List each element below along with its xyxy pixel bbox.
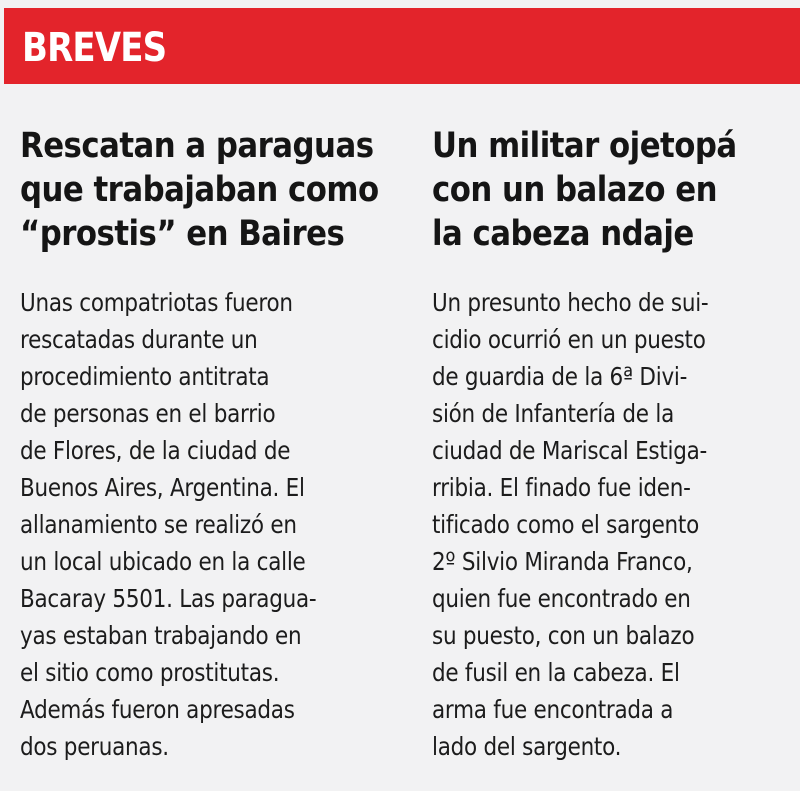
- body-line: arma fue encontrada a: [432, 695, 674, 724]
- body-line: yas estaban trabajando en: [20, 621, 302, 650]
- headline-line: la cabeza ndaje: [432, 214, 694, 254]
- body-line: cidio ocurrió en un puesto: [432, 325, 706, 354]
- body-line: sión de Infantería de la: [432, 399, 674, 428]
- body-line: 2º Silvio Miranda Franco,: [432, 547, 693, 576]
- section-banner: [4, 8, 800, 84]
- body-line: de Flores, de la ciudad de: [20, 436, 291, 465]
- body-line: Unas compatriotas fueron: [20, 288, 293, 317]
- article-body: [432, 284, 708, 765]
- body-line: Bacaray 5501. Las paragua-: [20, 584, 317, 613]
- body-line: rribia. El finado fue iden-: [432, 473, 691, 502]
- body-line: quien fue encontrado en: [432, 584, 691, 613]
- article-headline: [20, 124, 379, 256]
- body-line: un local ubicado en la calle: [20, 547, 306, 576]
- body-line: dos peruanas.: [20, 732, 169, 761]
- body-line: Un presunto hecho de sui-: [432, 288, 709, 317]
- body-line: lado del sargento.: [432, 732, 622, 761]
- article-rescue: [20, 124, 400, 761]
- body-line: procedimiento antitrata: [20, 362, 270, 391]
- article-headline: [432, 124, 749, 256]
- section-title: BREVES: [22, 25, 167, 71]
- body-line: de guardia de la 6ª Divi-: [432, 362, 688, 391]
- body-line: el sitio como prostitutas.: [20, 658, 280, 687]
- article-soldier: [432, 124, 792, 761]
- body-line: Buenos Aires, Argentina. El: [20, 473, 305, 502]
- body-line: su puesto, con un balazo: [432, 621, 695, 650]
- headline-line: “prostis” en Baires: [20, 214, 345, 254]
- body-line: de fusil en la cabeza. El: [432, 658, 680, 687]
- body-line: ciudad de Mariscal Estiga-: [432, 436, 708, 465]
- article-body: [20, 284, 316, 765]
- body-line: de personas en el barrio: [20, 399, 276, 428]
- body-line: Además fueron apresadas: [20, 695, 295, 724]
- headline-line: Un militar ojetopá: [432, 126, 737, 166]
- body-line: rescatadas durante un: [20, 325, 258, 354]
- headline-line: con un balazo en: [432, 170, 717, 210]
- body-line: tificado como el sargento: [432, 510, 700, 539]
- headline-line: Rescatan a paraguas: [20, 126, 374, 166]
- body-line: allanamiento se realizó en: [20, 510, 297, 539]
- headline-line: que trabajaban como: [20, 170, 379, 210]
